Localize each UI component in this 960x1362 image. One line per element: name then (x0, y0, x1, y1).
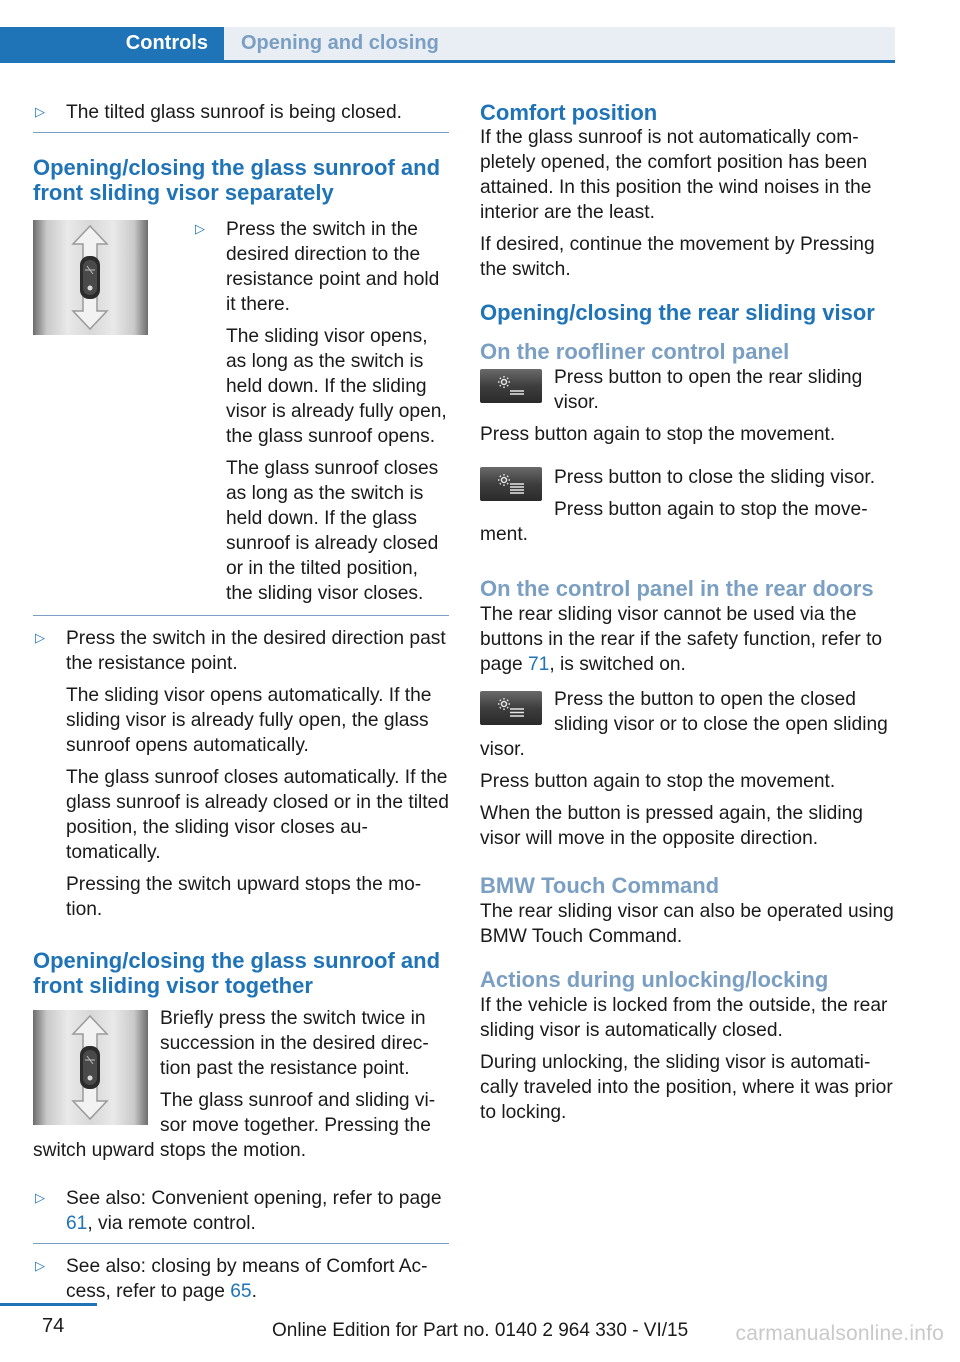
left-column (33, 100, 449, 1311)
edition-footer: Online Edition for Part no. 0140 2 964 330 - VI/15 (272, 1320, 689, 1341)
page-header (0, 27, 895, 60)
rear-door-visor-button-image (480, 691, 542, 725)
separately-block (33, 217, 449, 613)
page-number-rule (0, 1303, 97, 1306)
right-column: Comfort position If the glass sunroof is not automatically completely opened, the comfort position has been attained. In this position the wind noises in the interior are the least. If desired, continue the movement by Pressing the switch. Opening/closing the rear sliding visor On the roofliner control panel Press button to open the rear sliding visor. Press button again to stop the movement. Press button to close the sliding visor. Press button again to stop the movement. On the control panel in the rear doors The rear sliding visor cannot be used via the buttons in the rear if the safety function, refer to page 71, is switched on. Press the button to open the closed sliding visor or to close the open sliding visor. Press button again to stop the movement. When the button is pressed again, the sliding visor will move in the opposite direction. BMW Touch Command The rear sliding visor can also be operated using BMW Touch Command. Actions during unlocking/locking If the vehicle is locked from the outside, the rear sliding visor is automatically closed. During unlocking, the sliding visor is automatically traveled into the position, where it was prior to locking. (480, 100, 894, 1123)
list-separator (33, 615, 449, 616)
list-item: ▷ Press the switch in the desired direction to the resistance point and hold it there. The sliding visor opens, as long as the switch is held down. If the sliding visor is already fully open, the glass sunroof opens. The glass sunroof closes as long as the switch is held down. If the glass sunroof is already closed or in the tilted position, the sliding visor closes. (195, 219, 447, 604)
heading-rear-visor: Opening/closing the rear sliding visor (480, 300, 875, 325)
bullet-triangle-icon: ▷ (35, 1190, 45, 1205)
sunroof-switch-image (33, 220, 148, 335)
bullet-triangle-icon: ▷ (35, 630, 45, 645)
page-link-65[interactable]: 65 (230, 1281, 252, 1302)
watermark: carmanualsonline.info (735, 1322, 944, 1345)
list-item: ▷ See also: Convenient opening, refer to page 61, via remote control. (35, 1188, 442, 1234)
heading-actions: Actions during unlocking/locking (480, 967, 829, 992)
heading-roofliner: On the roofliner control panel (480, 339, 790, 364)
page-number: 74 (42, 1315, 65, 1337)
bullet-triangle-icon: ▷ (35, 104, 45, 119)
roofliner-close-block: Press button to close the sliding visor. Press button again to stop the movement. (480, 467, 876, 545)
heading-together: Opening/closing the glass sunroof and front sliding visor together (33, 948, 441, 998)
bullet-triangle-icon: ▷ (195, 221, 205, 236)
list-separator (33, 1243, 449, 1244)
rear-visor-open-button-image (480, 369, 542, 403)
bullet-triangle-icon: ▷ (35, 1258, 45, 1273)
list-item: ▷ See also: closing by means of Comfort Access, refer to page 65. (35, 1256, 428, 1302)
together-block: Briefly press the switch twice in succession in the desired direction past the resistance point. The glass sunroof and sliding visor move together. Pressing the switch upward stops the motion. (33, 1008, 436, 1161)
page-link-71[interactable]: 71 (528, 654, 550, 675)
page-link-61[interactable]: 61 (66, 1213, 88, 1234)
heading-comfort-position: Comfort position (480, 100, 658, 125)
list-separator (33, 132, 449, 133)
heading-separately: Opening/closing the glass sunroof and front sliding visor separately (33, 155, 441, 205)
roofliner-open-block: Press button to open the rear sliding visor. (480, 365, 894, 422)
sunroof-switch-image (33, 1010, 148, 1125)
heading-rear-doors: On the control panel in the rear doors (480, 576, 874, 601)
heading-touch-command: BMW Touch Command (480, 873, 720, 898)
list-item: ▷ The tilted glass sunroof is being closed. (35, 102, 402, 123)
rear-visor-close-button-image (480, 467, 542, 501)
list-item: ▷ Press the switch in the desired direction past the resistance point. The sliding visor opens automatically. If the sliding visor is already fully open, the glass sunroof opens automatically. The glass sunroof closes automatically. If the glass sunroof is already closed or in the tilted position, the sliding visor closes automatically. Pressing the switch upward stops the motion. (35, 628, 449, 920)
section-tab: Controls (0, 27, 224, 60)
chapter-tab: Opening and closing (224, 27, 895, 60)
rear-door-button-block: Press the button to open the closed sliding visor or to close the open sliding visor. (480, 689, 888, 760)
header-rule (0, 60, 895, 63)
